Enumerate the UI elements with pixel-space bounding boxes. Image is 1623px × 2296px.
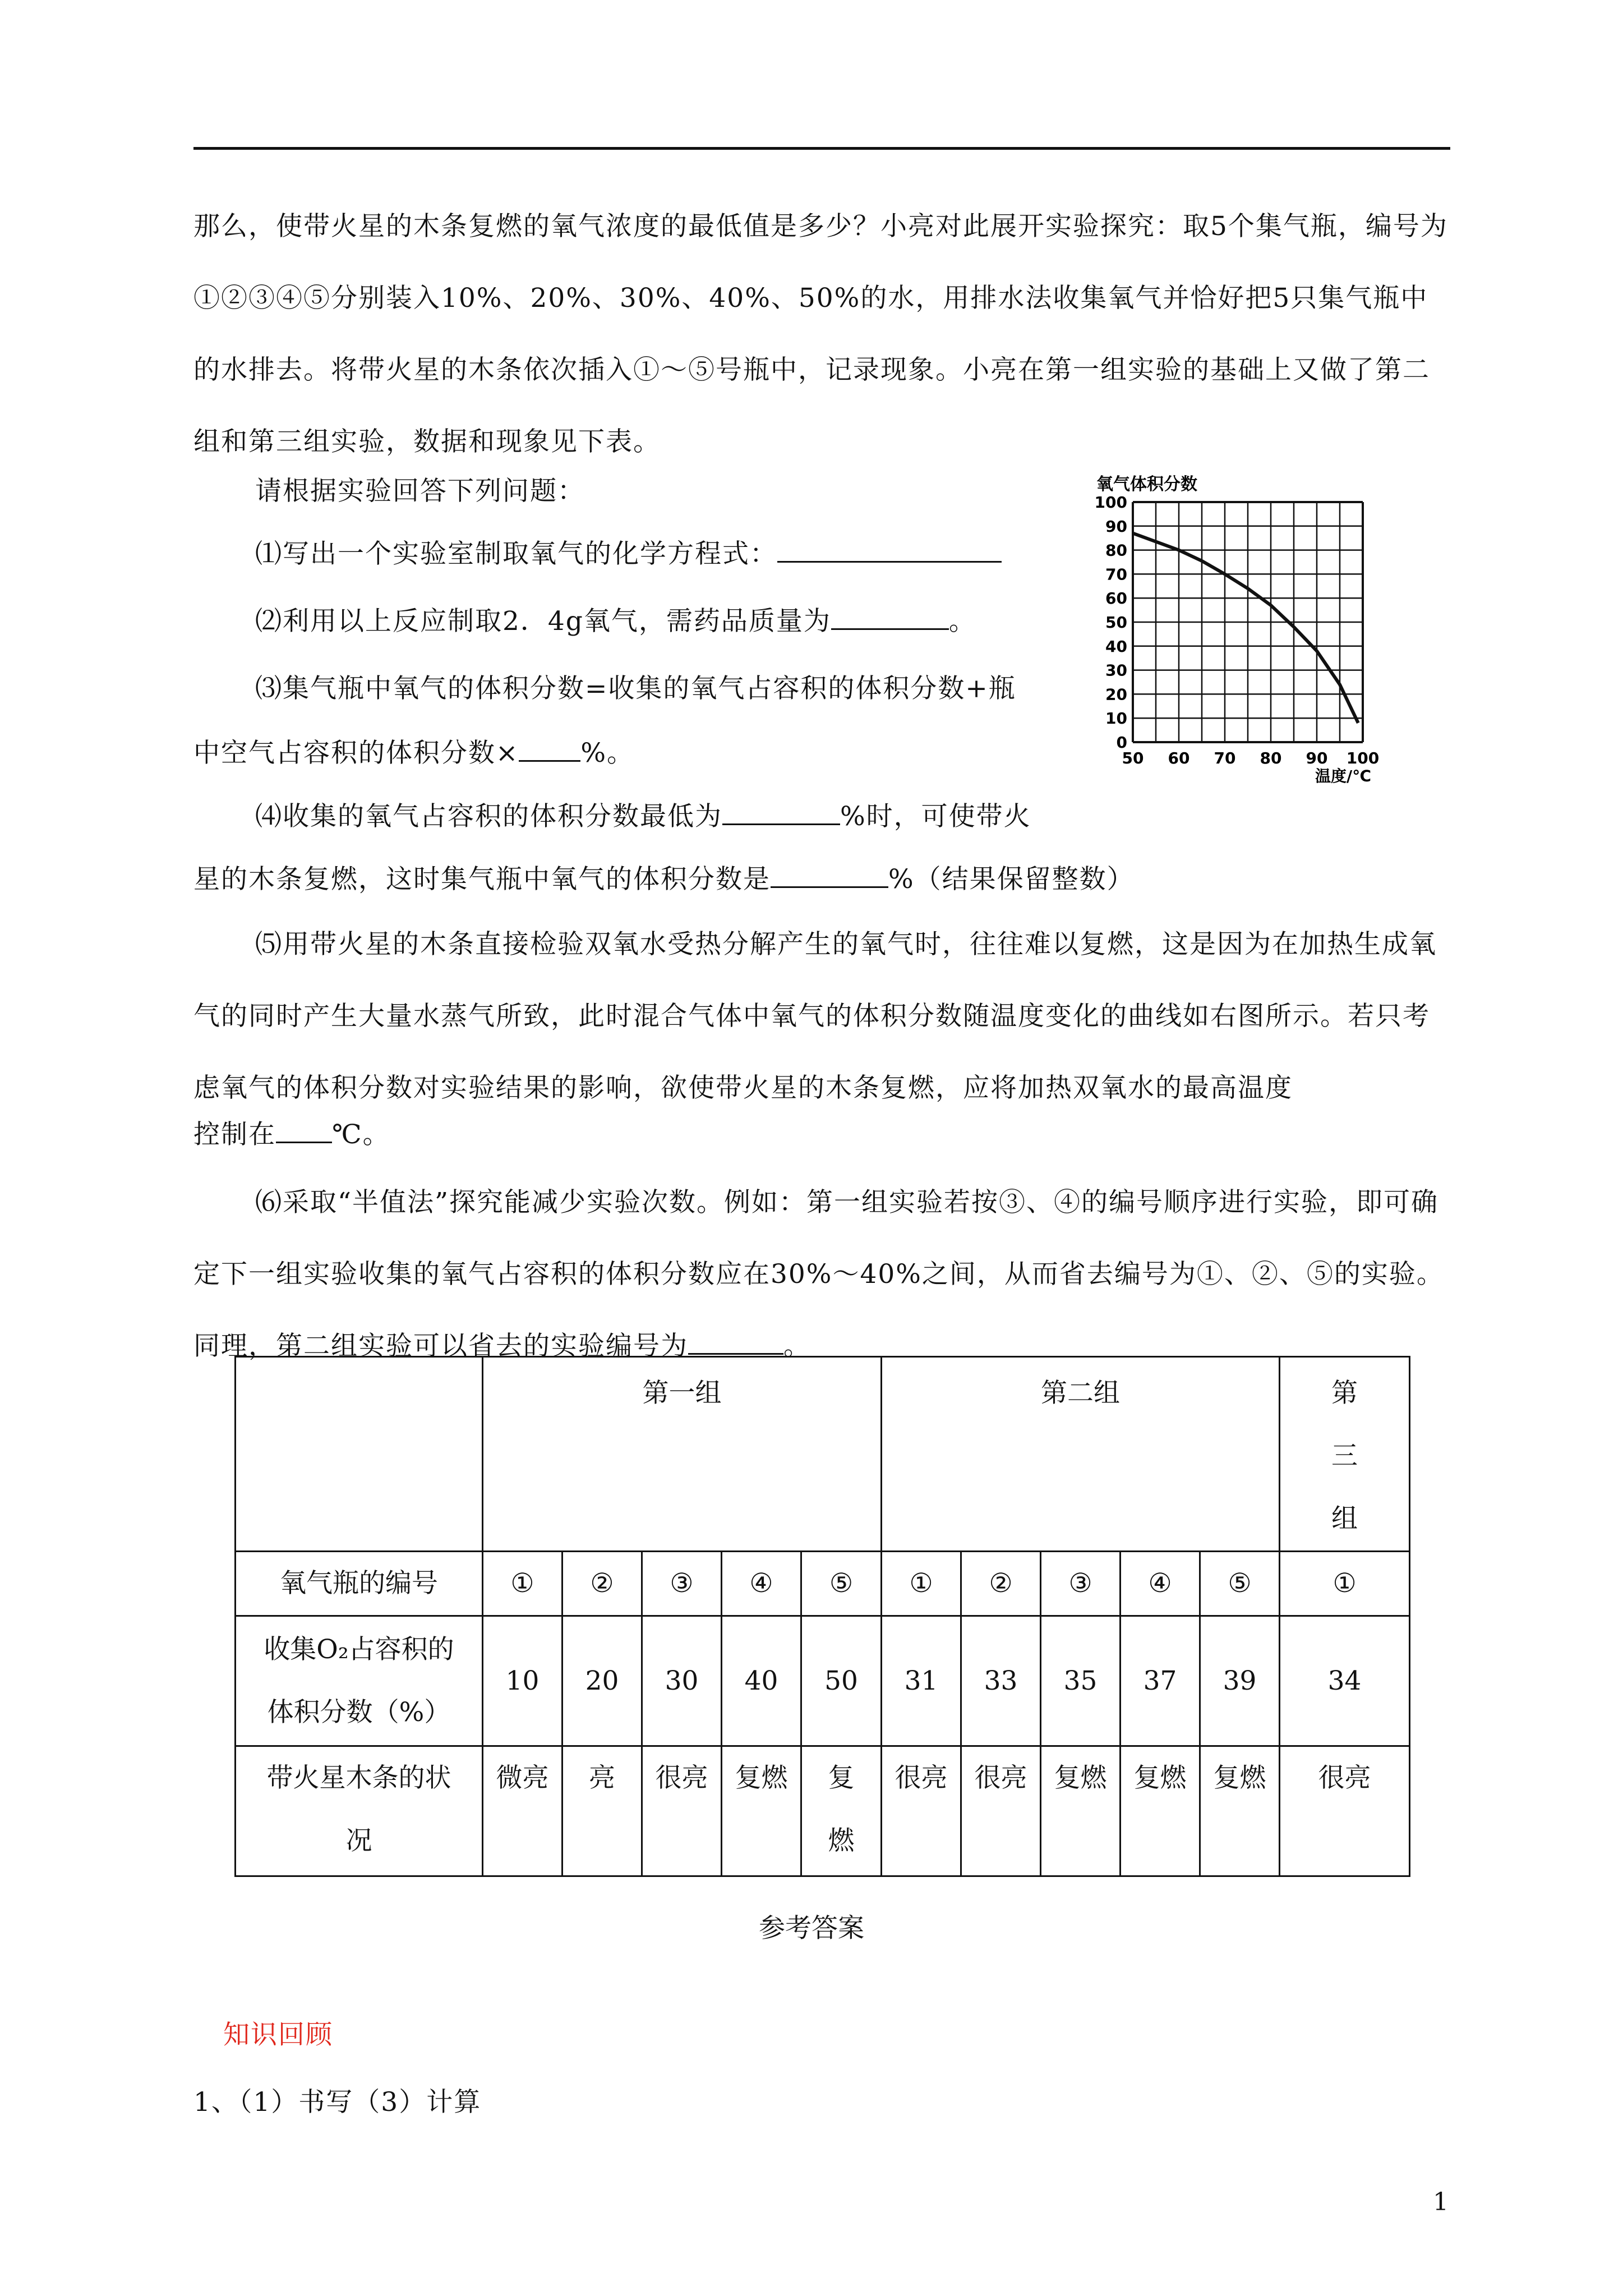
- table-cell: 35: [1041, 1616, 1121, 1746]
- table-cell: ③: [1041, 1552, 1121, 1616]
- y-tick-label: 10: [1105, 709, 1127, 728]
- table-cell: ②: [562, 1552, 642, 1616]
- table-cell: 很亮: [882, 1746, 961, 1876]
- question-1: ⑴写出一个实验室制取氧气的化学方程式：: [255, 533, 1002, 570]
- y-tick-label: 0: [1116, 733, 1127, 752]
- answer-blank-q4b[interactable]: [771, 886, 888, 888]
- table-cell: 复燃: [1200, 1746, 1280, 1876]
- answer-blank-q5[interactable]: [276, 1141, 332, 1143]
- table-row: [236, 1746, 1410, 1876]
- table-cell: 30: [642, 1616, 722, 1746]
- question-6: ⑹采取“半值法”探究能减少实验次数。例如：第一组实验若按③、④的编号顺序进行实验，即可确定下一组实验收集的氧气占容积的体积分数应在30%～40%之间，从而省去编号为①、②、⑤的实验。同理，第二组实验可以省去的实验编号为 。: [193, 1187, 1444, 1361]
- chart-grid: [1133, 502, 1363, 742]
- chart-xlabel: 温度/℃: [1315, 767, 1372, 785]
- table-cell: 33: [961, 1616, 1041, 1746]
- table-cell: 很亮: [961, 1746, 1041, 1876]
- x-tick-label: 50: [1122, 749, 1144, 767]
- answer-blank-q3[interactable]: [519, 760, 580, 762]
- question-5-end: 控制在 ℃。: [193, 1119, 390, 1150]
- table-cell: 34: [1280, 1616, 1410, 1746]
- x-tick-label: 90: [1306, 749, 1328, 767]
- chart-ylabel: 氧气体积分数: [1096, 475, 1197, 494]
- table-cell: 微亮: [483, 1746, 562, 1876]
- x-tick-label: 70: [1214, 749, 1236, 767]
- table-cell: 复燃: [722, 1746, 801, 1876]
- table-row: [236, 1616, 1410, 1746]
- table-cell: ④: [1121, 1552, 1200, 1616]
- x-tick-label: 60: [1168, 749, 1190, 767]
- table-cell: ③: [642, 1552, 722, 1616]
- answer-blank-q2[interactable]: [831, 628, 949, 630]
- page-number: 1: [1433, 2188, 1449, 2216]
- table-cell: ⑤: [1200, 1552, 1280, 1616]
- question-2: ⑵利用以上反应制取2．4g氧气，需药品质量为 。: [255, 606, 976, 637]
- table-cell: ⑤: [801, 1552, 882, 1616]
- question-3-line1: ⑶集气瓶中氧气的体积分数=收集的氧气占容积的体积分数+瓶: [255, 673, 1016, 704]
- answer-blank-q4a[interactable]: [722, 823, 840, 825]
- table-cell: ①: [483, 1552, 562, 1616]
- table-cell: 复燃: [1121, 1746, 1200, 1876]
- review-heading: 知识回顾: [223, 2019, 333, 2050]
- prompt-text: 请根据实验回答下列问题：: [255, 476, 585, 507]
- table-header-row: [236, 1357, 1410, 1552]
- table-cell: ①: [882, 1552, 961, 1616]
- row-label-fraction: 收集O₂占容积的体积分数（%）: [236, 1616, 483, 1746]
- table-cell: ②: [961, 1552, 1041, 1616]
- table-corner-cell: [236, 1357, 483, 1552]
- table-cell: 37: [1121, 1616, 1200, 1746]
- question-4-line2: 星的木条复燃，这时集气瓶中氧气的体积分数是 %（结果保留整数）: [193, 864, 1135, 895]
- table-cell: 亮: [562, 1746, 642, 1876]
- table-cell: 10: [483, 1616, 562, 1746]
- group-1-header: 第一组: [483, 1357, 882, 1552]
- y-tick-label: 90: [1105, 517, 1127, 536]
- table-cell: 31: [882, 1616, 961, 1746]
- x-tick-label: 80: [1260, 749, 1282, 767]
- y-tick-label: 80: [1105, 541, 1127, 560]
- table-cell: 40: [722, 1616, 801, 1746]
- answer-title: 参考答案: [759, 1913, 864, 1944]
- group-3-header: 第三组: [1280, 1357, 1410, 1552]
- row-label-bottle-id: 氧气瓶的编号: [236, 1552, 483, 1616]
- table-cell: 复燃: [1041, 1746, 1121, 1876]
- table-cell: 很亮: [1280, 1746, 1410, 1876]
- oxygen-temperature-chart: [1080, 474, 1402, 788]
- header-rule: [193, 147, 1450, 150]
- question-5: ⑸用带火星的木条直接检验双氧水受热分解产生的氧气时，往往难以复燃，这是因为在加热生成氧气的同时产生大量水蒸气所致，此时混合气体中氧气的体积分数随温度变化的曲线如右图所示。若只考虑氧气的体积分数对实验结果的影响，欲使带火星的木条复燃，应将加热双氧水的最高温度: [193, 929, 1437, 1103]
- question-4-line1: ⑷收集的氧气占容积的体积分数最低为 %时，可使带火: [255, 801, 1031, 832]
- chart-x-ticks: [1122, 749, 1380, 767]
- table-cell: 39: [1200, 1616, 1280, 1746]
- question-3-line2: 中空气占容积的体积分数× %。: [193, 738, 635, 769]
- table-row: [236, 1552, 1410, 1616]
- y-tick-label: 100: [1094, 493, 1127, 512]
- answer-blank-q6[interactable]: [688, 1352, 783, 1355]
- table-cell: 复燃: [801, 1746, 882, 1876]
- y-tick-label: 40: [1105, 637, 1127, 656]
- y-tick-label: 50: [1105, 613, 1127, 632]
- experiment-table: [234, 1356, 1410, 1877]
- table-cell: 很亮: [642, 1746, 722, 1876]
- y-tick-label: 70: [1105, 565, 1127, 584]
- x-tick-label: 100: [1346, 749, 1380, 767]
- answer-line-1: 1、（1）书写（3）计算: [193, 2087, 482, 2118]
- intro-paragraph: 那么，使带火星的木条复燃的氧气浓度的最低值是多少？小亮对此展开实验探究：取5个集气瓶，编号为①②③④⑤分别装入10%、20%、30%、40%、50%的水，用排水法收集氧气并恰好把5只集气瓶中的水排去。将带火星的木条依次插入①～⑤号瓶中，记录现象。小亮在第一组实验的基础上又做了第二组和第三组实验，数据和现象见下表。: [193, 211, 1448, 457]
- group-2-header: 第二组: [882, 1357, 1280, 1552]
- y-tick-label: 60: [1105, 589, 1127, 608]
- y-tick-label: 30: [1105, 661, 1127, 680]
- table-cell: 20: [562, 1616, 642, 1746]
- table-cell: ①: [1280, 1552, 1410, 1616]
- row-label-state: 带火星木条的状况: [236, 1746, 483, 1876]
- table-cell: 50: [801, 1616, 882, 1746]
- y-tick-label: 20: [1105, 685, 1127, 704]
- table-cell: ④: [722, 1552, 801, 1616]
- chart-y-ticks: [1095, 493, 1127, 752]
- answer-blank-q1[interactable]: [777, 560, 1002, 563]
